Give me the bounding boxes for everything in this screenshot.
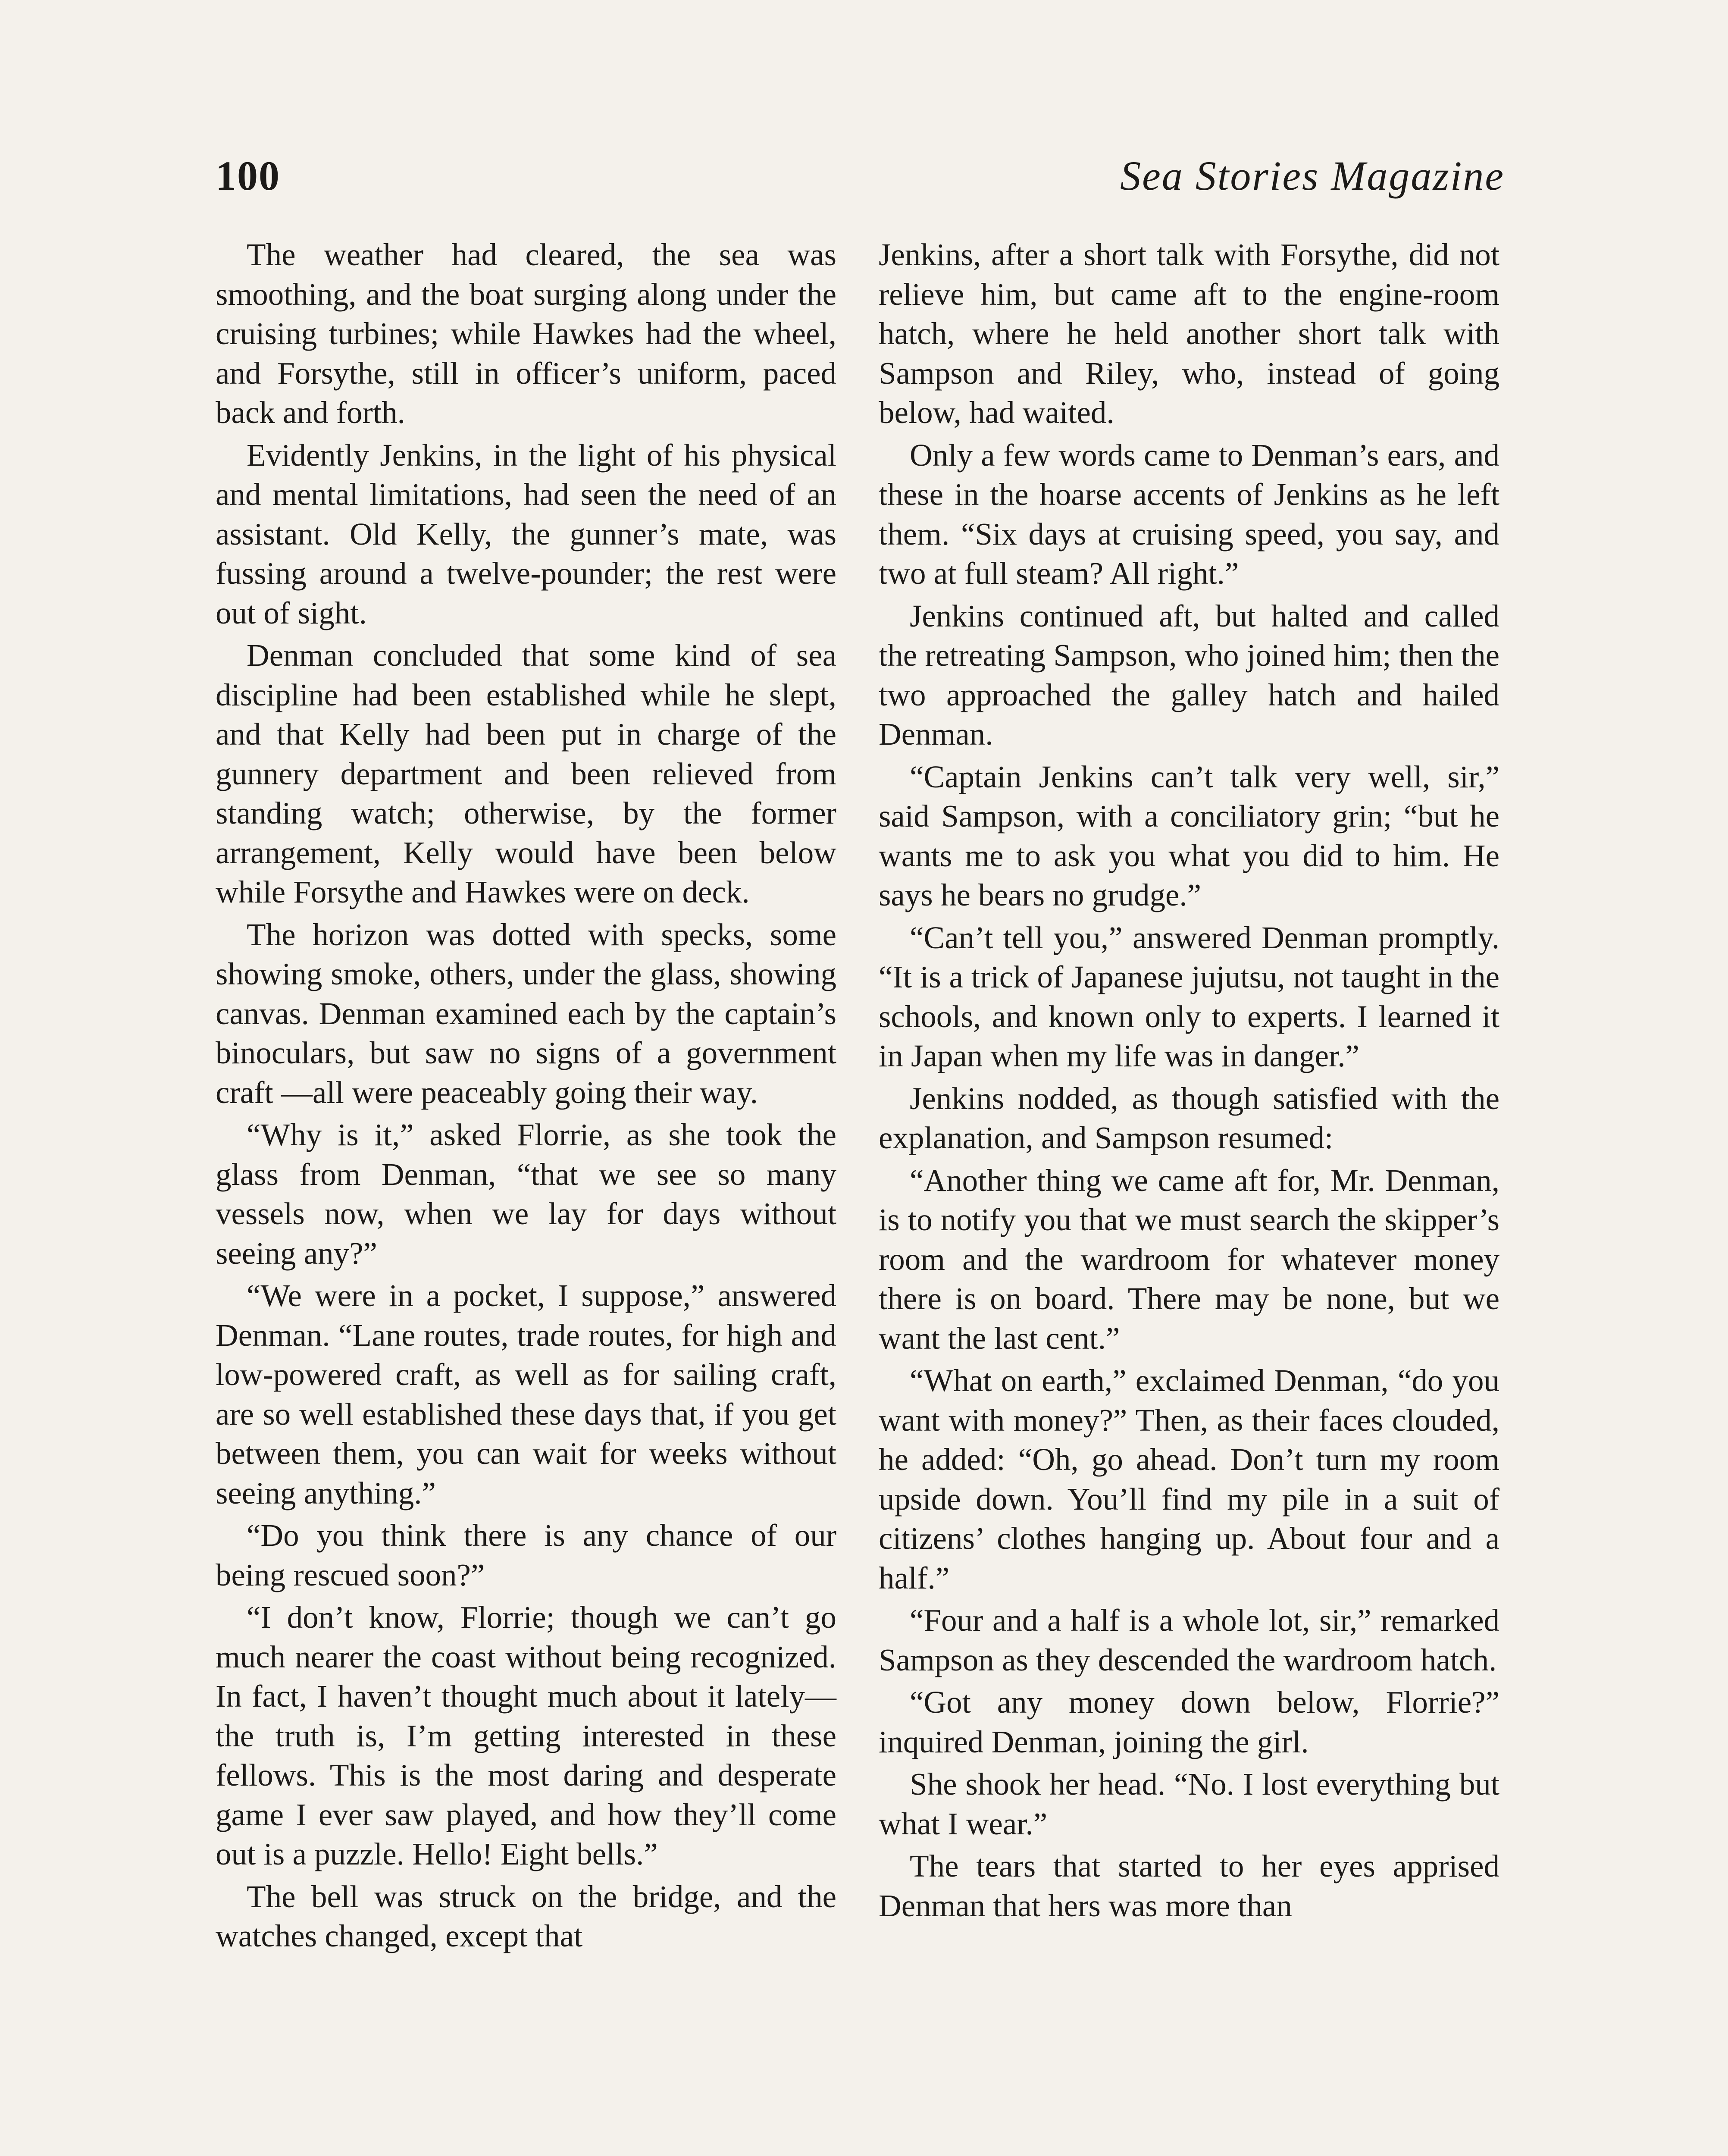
paragraph: The horizon was dotted with specks, some showing smoke, others, under the glass, showing canvas. Denman examined each by the captain’s binoculars, but saw no signs of a government craft —all were peaceably going their way. [216, 917, 836, 1110]
paragraph: “I don’t know, Florrie; though we can’t go much nearer the coast without being recognized. In fact, I haven’t thought much about it lately—the truth is, I’m getting interested in these fellows. This is the most daring and desperate game I ever saw played, and how they’ll come out is a puzzle. Hello! Eight bells.” [216, 1600, 836, 1871]
running-title: Sea Stories Magazine [1120, 153, 1505, 199]
paragraph: “We were in a pocket, I suppose,” answered Denman. “Lane routes, trade routes, for high and low-powered craft, as well as for sailing craft, are so well established these days that, if you get between them, you can wait for weeks without seeing anything.” [216, 1278, 836, 1510]
paragraph: “Another thing we came aft for, Mr. Denman, is to notify you that we must search the skipper’s room and the wardroom for whatever money there is on board. There may be none, but we want the last cent.” [879, 1163, 1499, 1356]
paragraph: “Why is it,” asked Florrie, as she took the glass from Denman, “that we see so many vessels now, when we lay for days without seeing any?” [216, 1117, 836, 1271]
paragraph: “Can’t tell you,” answered Denman promptly. “It is a trick of Japanese jujutsu, not taught in the schools, and known only to experts. I learned it in Japan when my life was in danger.” [879, 920, 1499, 1073]
paragraph: Only a few words came to Denman’s ears, and these in the hoarse accents of Jenkins as he left them. “Six days at cruising speed, you say, and two at full steam? All right.” [879, 437, 1499, 591]
right-column [879, 235, 1499, 1928]
page-number: 100 [216, 153, 280, 199]
paragraph: “Four and a half is a whole lot, sir,” remarked Sampson as they descended the wardroom hatch. [879, 1603, 1499, 1677]
paragraph: The weather had cleared, the sea was smoothing, and the boat surging along under the cruising turbines; while Hawkes had the wheel, and Forsythe, still in officer’s uniform, paced back and forth. [216, 237, 836, 430]
paragraph: She shook her head. “No. I lost everything but what I wear.” [879, 1767, 1499, 1841]
left-column [216, 235, 836, 1959]
paragraph: “What on earth,” exclaimed Denman, “do you want with money?” Then, as their faces clouded, he added: “Oh, go ahead. Don’t turn my room upside down. You’ll find my pile in a suit of citizens’ clothes hanging up. About four and a half.” [879, 1363, 1499, 1595]
paragraph: Evidently Jenkins, in the light of his physical and mental limitations, had seen the need of an assistant. Old Kelly, the gunner’s mate, was fussing around a twelve-pounder; the rest were out of sight. [216, 437, 836, 630]
paragraph: The tears that started to her eyes apprised Denman that hers was more than [879, 1849, 1499, 1923]
paragraph: The bell was struck on the bridge, and the watches changed, except that [216, 1879, 836, 1953]
paragraph: “Do you think there is any chance of our being rescued soon?” [216, 1518, 836, 1592]
paragraph: Denman concluded that some kind of sea discipline had been established while he slept, and that Kelly had been put in charge of the gunnery department and been relieved from standing watch; otherwise, by the former arrangement, Kelly would have been below while Forsythe and Hawkes were on deck. [216, 638, 836, 909]
paragraph: Jenkins continued aft, but halted and called the retreating Sampson, who joined him; then the two approached the galley hatch and hailed Denman. [879, 598, 1499, 752]
paragraph: “Captain Jenkins can’t talk very well, sir,” said Sampson, with a conciliatory grin; “but he wants me to ask you what you did to him. He says he bears no grudge.” [879, 759, 1499, 912]
page-header [216, 152, 1505, 208]
paragraph: Jenkins, after a short talk with Forsythe, did not relieve him, but came aft to the engine-room hatch, where he held another short talk with Sampson and Riley, who, instead of going below, had waited. [879, 237, 1499, 430]
paragraph: “Got any money down below, Florrie?” inquired Denman, joining the girl. [879, 1685, 1499, 1759]
paragraph: Jenkins nodded, as though satisfied with the explanation, and Sampson resumed: [879, 1081, 1499, 1155]
